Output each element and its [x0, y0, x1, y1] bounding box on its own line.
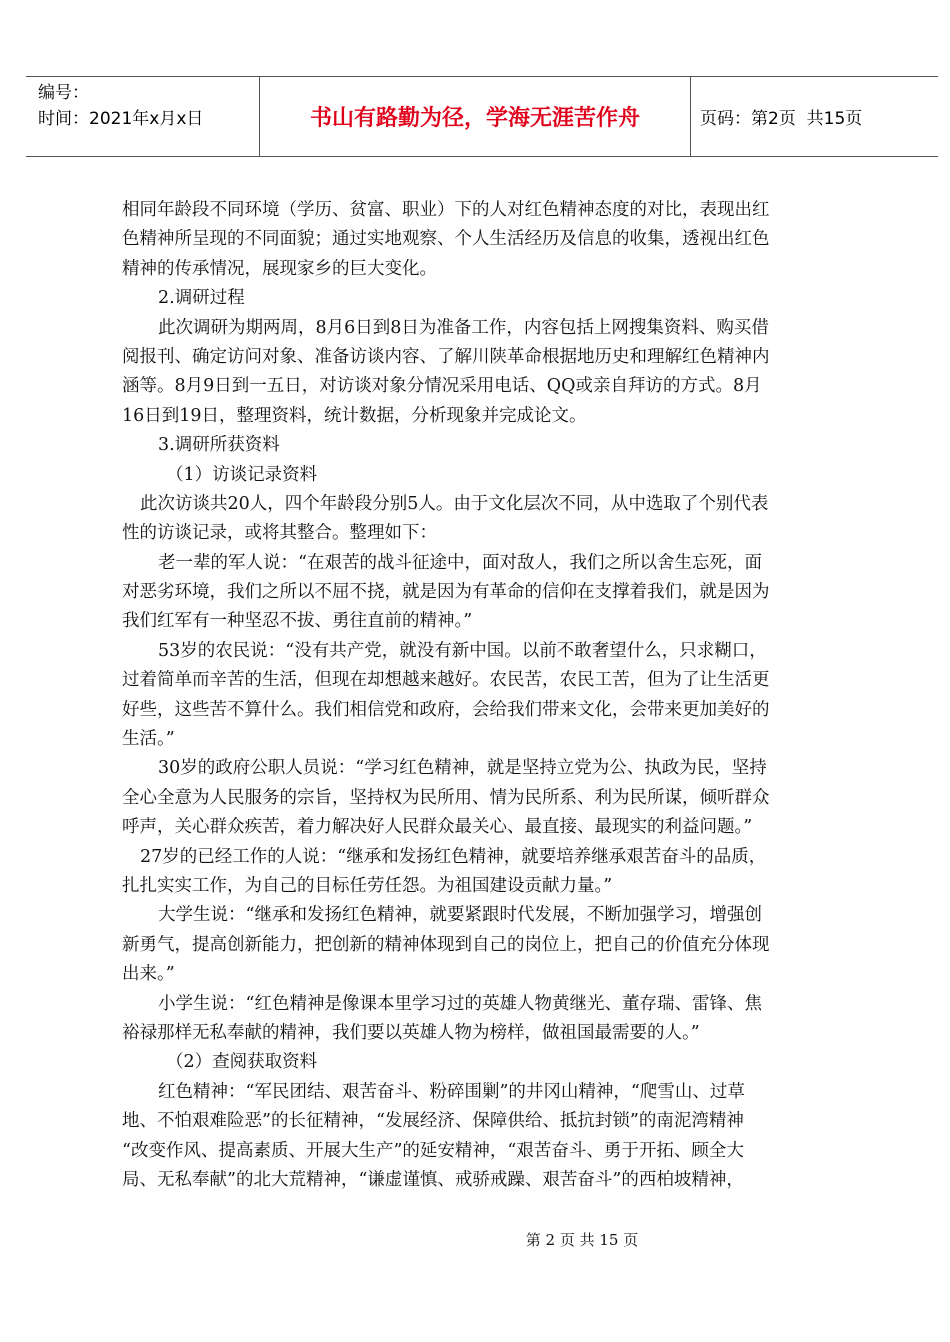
body-text-line: 27岁的已经工作的人说：“继承和发扬红色精神，就要培养继承艰苦奋斗的品质， — [140, 846, 767, 867]
body-text-line: （2）查阅获取资料 — [166, 1052, 318, 1073]
document-number-label: 编号： — [38, 83, 89, 103]
body-text-line: 地、不怕艰难险恶”的长征精神，“发展经济、保障供给、抵抗封锁”的南泥湾精神 — [122, 1111, 744, 1132]
body-text-line: 大学生说：“继承和发扬红色精神，就要紧跟时代发展，不断加强学习，增强创 — [158, 905, 762, 926]
body-text-line: 相同年龄段不同环境（学历、贫富、职业）下的人对红色精神态度的对比，表现出红 — [122, 200, 770, 220]
body-text-line: 精神的传承情况，展现家乡的巨大变化。 — [122, 258, 437, 279]
body-text-line: 裕禄那样无私奉献的精神，我们要以英雄人物为榜样，做祖国最需要的人。” — [122, 1022, 700, 1043]
body-text-line: 好些，这些苦不算什么。我们相信党和政府，会给我们带来文化，会带来更加美好的 — [122, 699, 770, 720]
body-text-line: 阅报刊、确定访问对象、准备访谈内容、了解川陕革命根据地历史和理解红色精神内 — [122, 346, 770, 367]
body-text-line: 53岁的农民说：“没有共产党，就没有新中国。以前不敢奢望什么，只求糊口， — [158, 640, 767, 661]
body-text-line: 生活。” — [122, 729, 175, 750]
document-body — [122, 196, 848, 1195]
body-text-line: 此次调研为期两周，8月6日到8日为准备工作，内容包括上网搜集资料、购买借 — [158, 317, 769, 338]
body-text-line: 此次访谈共20人，四个年龄段分别5人。由于文化层次不同，从中选取了个别代表 — [140, 493, 769, 514]
body-text-line: 局、无私奉献”的北大荒精神，“谦虚谨慎、戒骄戒躁、艰苦奋斗”的西柏坡精神， — [122, 1169, 744, 1190]
body-text-line: 色精神所呈现的不同面貌；通过实地观察、个人生活经历及信息的收集，透视出红色 — [122, 229, 770, 250]
document-time-label: 时间：2021年x月x日 — [38, 109, 204, 129]
page-footer — [0, 1229, 950, 1250]
body-text-line: 老一辈的军人说：“在艰苦的战斗征途中，面对敌人，我们之所以舍生忘死，面 — [158, 552, 762, 573]
body-text-line: 扎扎实实工作，为自己的目标任劳任怨。为祖国建设贡献力量。” — [122, 875, 613, 896]
header-page-label: 页码：第2页 共15页 — [700, 109, 863, 129]
body-text-line: 呼声，关心群众疾苦，着力解决好人民群众最关心、最直接、最现实的利益问题。” — [122, 817, 753, 838]
header-divider-right — [690, 76, 691, 157]
body-text-line: 3.调研所获资料 — [158, 435, 280, 456]
body-text-line: 红色精神：“军民团结、艰苦奋斗、粉碎围剿”的井冈山精神，“爬雪山、过草 — [158, 1081, 745, 1102]
header-divider-left — [259, 76, 260, 157]
header-page-info — [700, 76, 938, 157]
body-text-line: 涵等。8月9日到一五日，对访谈对象分情况采用电话、QQ或亲自拜访的方式。8月 — [122, 376, 762, 397]
body-text-line: （1）访谈记录资料 — [166, 464, 318, 485]
body-text-line: 新勇气，提高创新能力，把创新的精神体现到自己的岗位上，把自己的价值充分体现 — [122, 934, 770, 955]
body-text-line: 我们红军有一种坚忍不拔、勇往直前的精神。” — [122, 611, 473, 632]
body-text-line: “改变作风、提高素质、开展大生产”的延安精神，“艰苦奋斗、勇于开拓、顾全大 — [122, 1140, 744, 1161]
header-meta — [38, 80, 258, 132]
body-text-line: 小学生说：“红色精神是像课本里学习过的英雄人物黄继光、董存瑞、雷锋、焦 — [158, 993, 762, 1014]
body-text-line: 全心全意为人民服务的宗旨，坚持权为民所用、情为民所系、利为民所谋，倾听群众 — [122, 787, 770, 808]
body-text-line: 30岁的政府公职人员说：“学习红色精神，就是坚持立党为公、执政为民，坚持 — [158, 758, 767, 779]
body-text-line: 16日到19日，整理资料，统计数据，分析现象并完成论文。 — [122, 405, 587, 426]
body-text-line: 性的访谈记录，或将其整合。整理如下： — [122, 523, 437, 544]
header-motto: 书山有路勤为径，学海无涯苦作舟 — [309, 106, 640, 131]
body-text-line: 对恶劣环境，我们之所以不屈不挠，就是因为有革命的信仰在支撑着我们，就是因为 — [122, 582, 770, 603]
body-text-line: 出来。” — [122, 964, 175, 985]
body-text-line: 2.调研过程 — [158, 288, 245, 309]
footer-page-number: 第 2 页 共 15 页 — [525, 1231, 639, 1249]
body-text-line: 过着简单而辛苦的生活，但现在却想越来越好。农民苦，农民工苦，但为了让生活更 — [122, 670, 770, 691]
